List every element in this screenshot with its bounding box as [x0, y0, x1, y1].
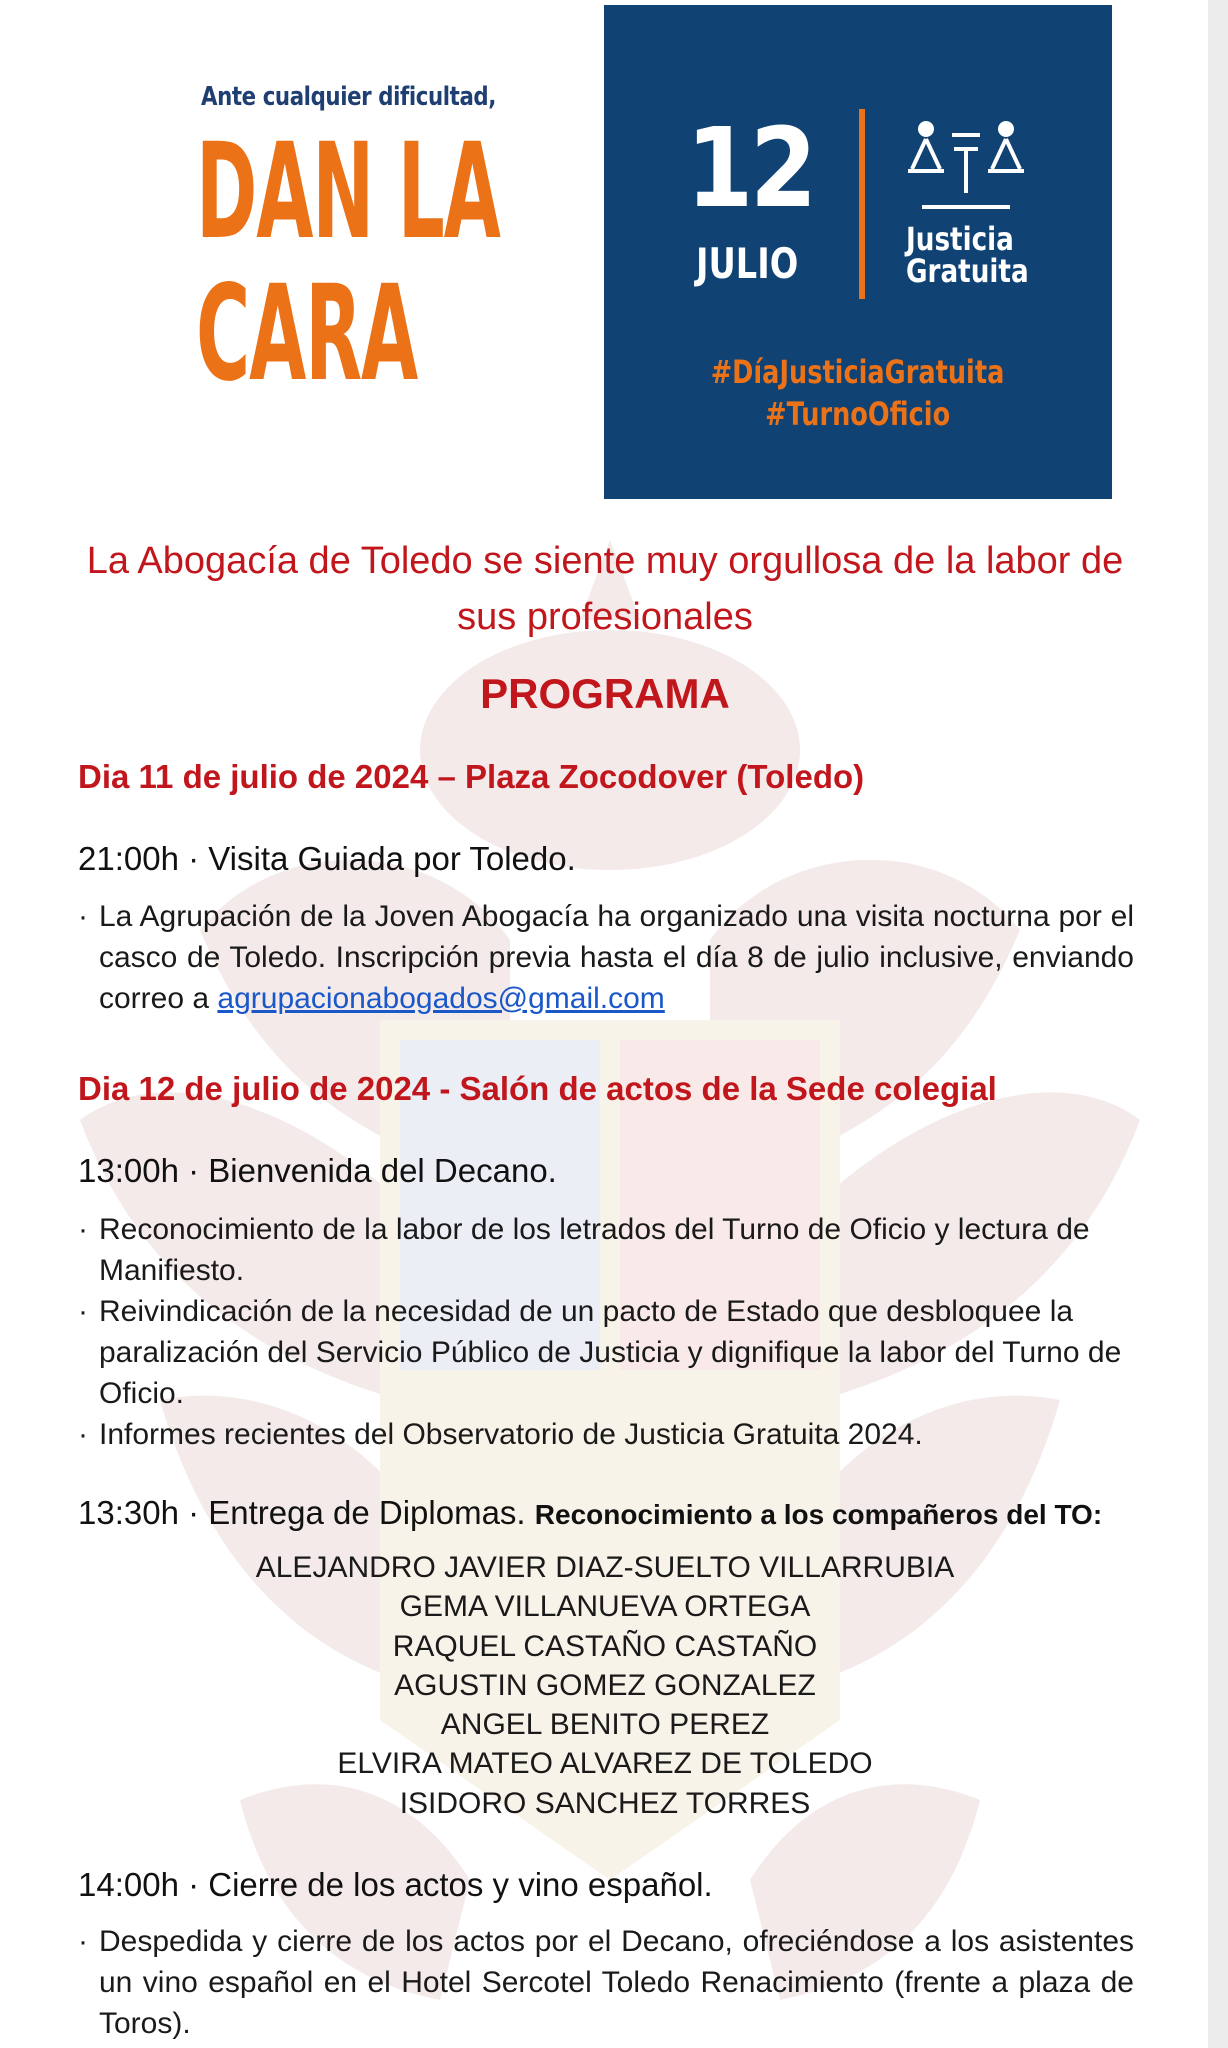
honoree-name: RAQUEL CASTAÑO CASTAÑO [392, 1629, 818, 1663]
date-badge [604, 5, 1112, 499]
day2-event1-time [78, 1152, 1178, 1190]
hashtag-1-text: #DíaJusticiaGratuita [711, 353, 1005, 391]
bullet: · [78, 900, 88, 933]
badge-org [906, 220, 1029, 290]
day2-event3-time [78, 1866, 1178, 1904]
day1-event-title: 21:00h · Visita Guiada por Toledo. [78, 840, 576, 877]
hashtag-2-text: #TurnoOficio [765, 395, 951, 433]
headline-line-1: DAN LA [196, 115, 500, 269]
day2-event2-time [78, 1494, 1178, 1532]
day2-event1-title: 13:00h · Bienvenida del Decano. [78, 1152, 557, 1189]
badge-org-line-2: Gratuita [906, 252, 1029, 290]
list-item [78, 1414, 1138, 1455]
day1-event-text: La Agrupación de la Joven Abogacía ha organizado una visita nocturna por el casco de Toledo. Inscripción previa hasta el día 8 de julio inclusive, enviando correo a [99, 900, 1134, 1015]
badge-month: JULIO [696, 239, 799, 288]
list-item [78, 1209, 1138, 1291]
lead-text: Ante cualquier dificultad, [201, 82, 496, 112]
headline-line-2: CARA [196, 257, 418, 411]
page-gutter [1208, 0, 1228, 2048]
list-item [78, 1291, 1138, 1414]
day2-heading: Dia 12 de julio de 2024 - Salón de actos de la Sede colegial [78, 1070, 997, 1107]
list-item-text: Informes recientes del Observatorio de Justicia Gratuita 2024. [99, 1418, 923, 1451]
honoree-name: ELVIRA MATEO ALVAREZ DE TOLEDO [337, 1747, 873, 1781]
bullet: · [78, 1418, 88, 1451]
justice-scales-icon [906, 121, 1026, 217]
day2-event3-paragraph [78, 1921, 1134, 2044]
list-item-text: Reivindicación de la necesidad de un pacto de Estado que desbloquee la paralización del Servicio Público de Justicia y dignifique la labor del Turno de Oficio. [99, 1295, 1122, 1410]
day1-heading: Dia 11 de julio de 2024 – Plaza Zocodover (Toledo) [78, 758, 865, 795]
honoree-name: ALEJANDRO JAVIER DIAZ-SUELTO VILLARRUBIA [255, 1551, 955, 1584]
day2-event2-title: 13:30h · Entrega de Diplomas. [78, 1494, 526, 1531]
bullet: · [78, 1295, 88, 1328]
hashtag-1 [604, 353, 1112, 391]
badge-divider [859, 109, 865, 299]
email-link[interactable]: agrupacionabogados@gmail.com [217, 982, 665, 1015]
honoree-name: ISIDORO SANCHEZ TORRES [399, 1786, 811, 1820]
day2-event1-list [78, 1209, 1138, 1455]
day2-event3-text: Despedida y cierre de los actos por el Decano, ofreciéndose a los asistentes un vino español en el Hotel Sercotel Toledo Renacimiento (frente a plaza de Toros). [99, 1925, 1134, 2040]
day2-event3-title: 14:00h · Cierre de los actos y vino español. [78, 1866, 713, 1903]
badge-org-line-1: Justicia [906, 220, 1014, 258]
hashtag-2 [604, 395, 1112, 433]
bullet: · [78, 1213, 88, 1246]
honoree-name: AGUSTIN GOMEZ GONZALEZ [394, 1668, 816, 1702]
bullet: · [78, 1925, 88, 1958]
programa-heading: PROGRAMA [480, 670, 730, 717]
day1-event-time [78, 840, 1178, 878]
subtitle: La Abogacía de Toledo se siente muy orgullosa de la labor de sus profesionales [86, 540, 1124, 638]
honoree-list [60, 1548, 1150, 1823]
day1-event-text-wrap [78, 896, 1134, 1019]
day2-event2-rest: Reconocimiento a los compañeros del TO: [534, 1499, 1103, 1530]
list-item-text: Reconocimiento de la labor de los letrados del Turno de Oficio y lectura de Manifiesto. [99, 1213, 1090, 1287]
honoree-name: ANGEL BENITO PEREZ [440, 1708, 770, 1742]
day1-event-paragraph [78, 896, 1134, 1019]
badge-day: 12 [686, 104, 814, 232]
honoree-name: GEMA VILLANUEVA ORTEGA [399, 1590, 811, 1624]
